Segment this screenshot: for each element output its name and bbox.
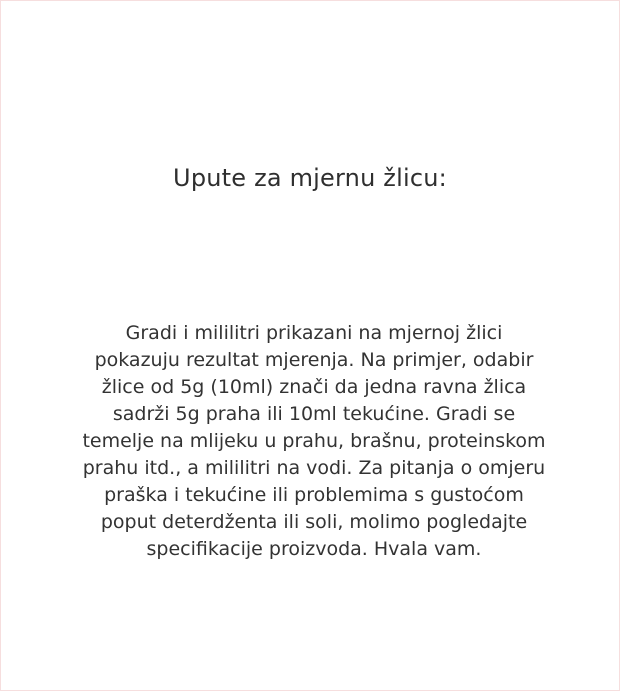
instructions-line: pokazuju rezultat mjerenja. Na primjer, odabir xyxy=(94,349,534,371)
instructions-line: Gradi i mililitri prikazani na mjernoj žlici xyxy=(125,322,503,344)
instructions-line: temelje na mlijeku u prahu, brašnu, proteinskom xyxy=(82,430,546,452)
instructions-card xyxy=(30,258,598,576)
instructions-line: poput deterdženta ili soli, molimo pogledajte xyxy=(100,511,528,533)
instructions-line: praška i tekućine ili problemima s gustoćom xyxy=(104,484,524,506)
instructions-text xyxy=(30,320,598,563)
page-title: Upute za mjernu žlicu: xyxy=(173,164,447,192)
instructions-line: prahu itd., a mililitri na vodi. Za pitanja o omjeru xyxy=(82,457,546,479)
instructions-line: specifikacije proizvoda. Hvala vam. xyxy=(146,538,482,560)
instructions-line: sadrži 5g praha ili 10ml tekućine. Gradi se xyxy=(112,403,516,425)
instructions-line: žlice od 5g (10ml) znači da jedna ravna žlica xyxy=(101,376,527,398)
